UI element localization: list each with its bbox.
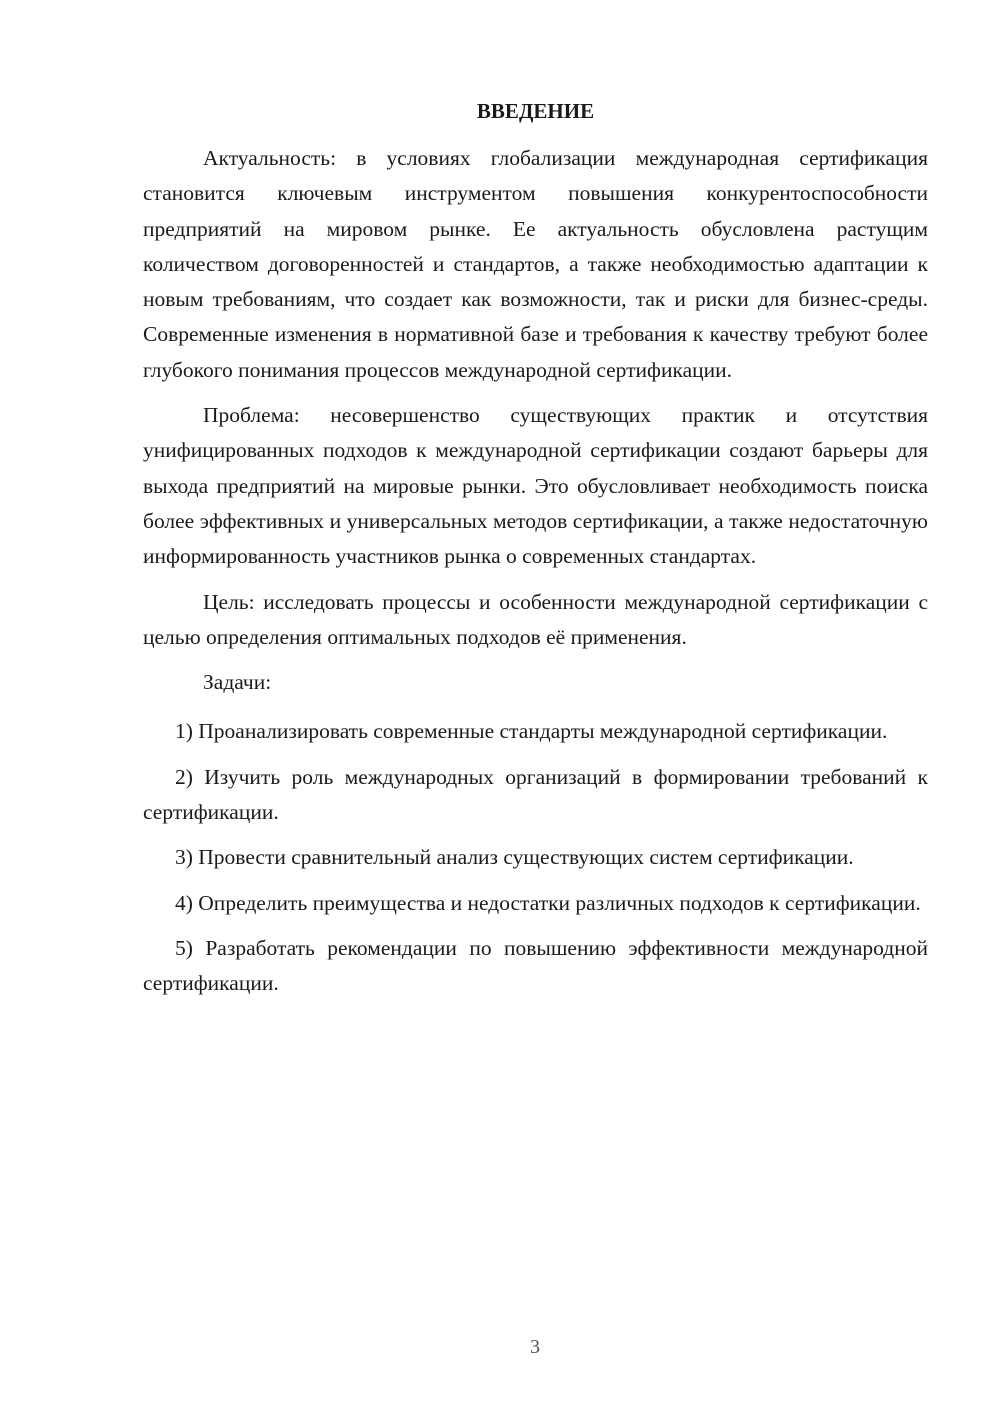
task-item-3: 3) Провести сравнительный анализ существующих систем сертификации. [175,845,854,870]
task-item-5: 5) Разработать рекомендации по повышению эффективности международной сертификации. [143,935,928,996]
task-item-4: 4) Определить преимущества и недостатки различных подходов к сертификации. [175,890,921,915]
goal-paragraph: Цель: исследовать процессы и особенности международной сертификации с целью определения оптимальных подходов её применения. [143,589,928,649]
relevance-paragraph: Актуальность: в условиях глобализации международная сертификация становится ключевым инструментом повышения конкурентоспособности предприятий на мировом рынке. Ее актуальность обусловлена растущим количеством договоренностей и стандартов, а также необходимостью адаптации к новым требованиям, что создает как возможности, так и риски для бизнес-среды. Современные изменения в нормативной базе и требования к качеству требуют более глубокого понимания процессов международной сертификации. [143,146,928,382]
page-number: 3 [530,1336,540,1358]
problem-paragraph: Проблема: несовершенство существующих практик и отсутствия унифицированных подходов к международной сертификации создают барьеры для выхода предприятий на мировые рынки. Это обусловливает необходимость поиска более эффективных и универсальных методов сертификации, а также недостаточную информированность участников рынка о современных стандартах. [143,403,928,569]
task-item-1: 1) Проанализировать современные стандарты международной сертификации. [175,719,888,744]
task-item-2: 2) Изучить роль международных организаций в формировании требований к сертификации. [143,764,928,825]
tasks-heading: Задачи: [203,670,272,695]
section-title: ВВЕДЕНИЕ [476,99,595,123]
page-content [143,94,928,1012]
